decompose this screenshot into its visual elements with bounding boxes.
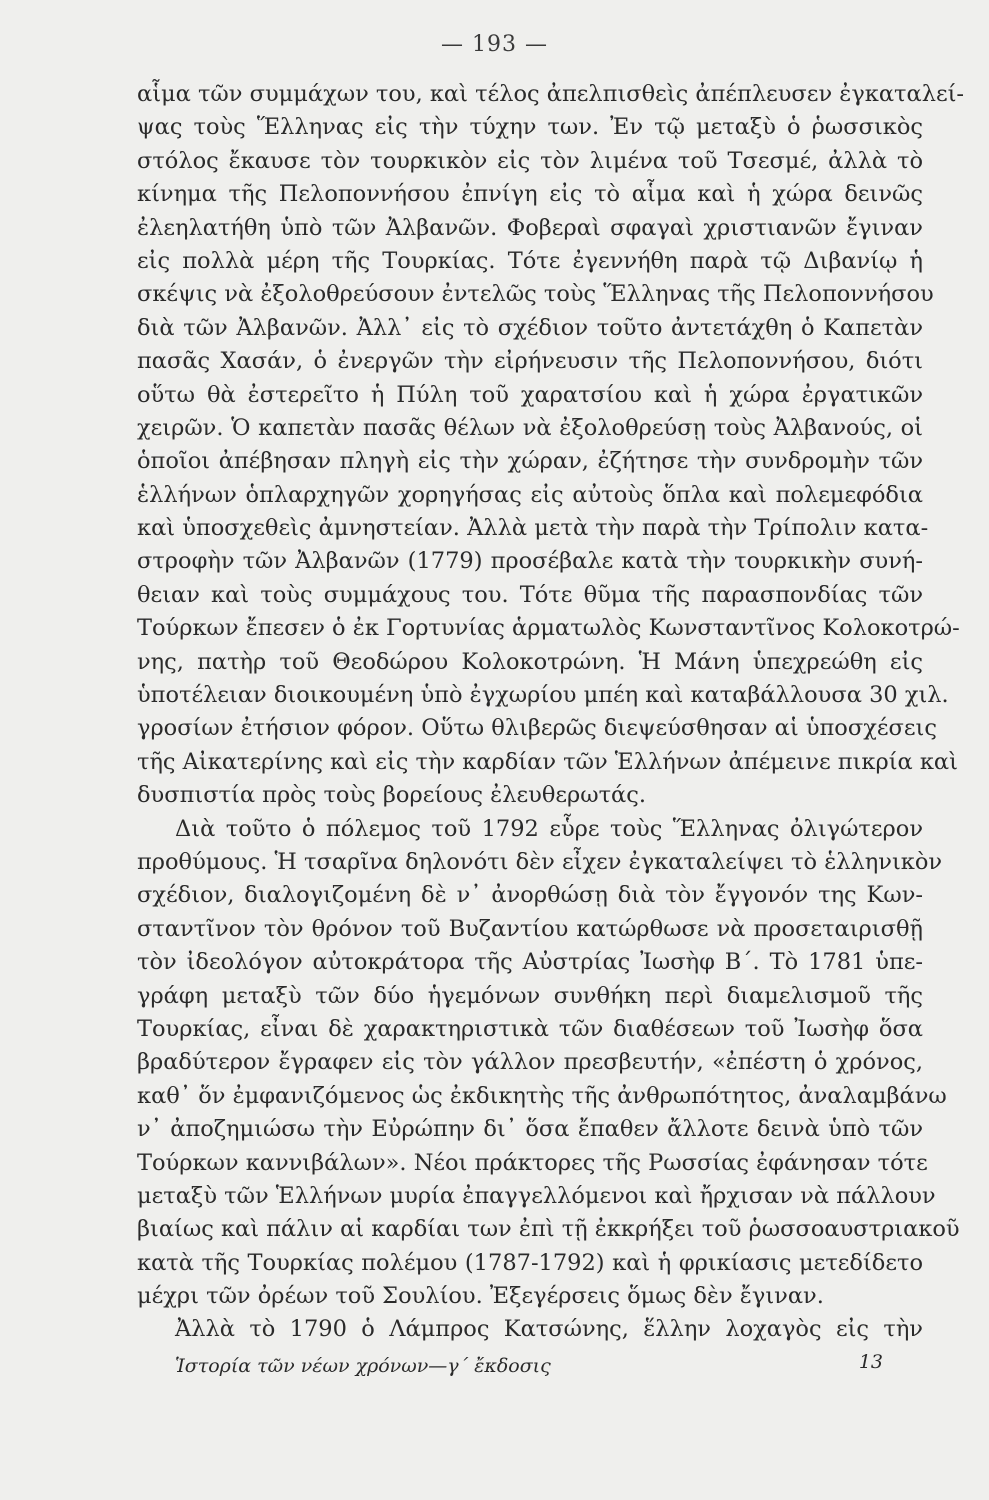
- text-line: Διὰ τοῦτο ὁ πόλεμος τοῦ 1792 εὗρε τοὺς Ἕλληνας ὀλιγώτερον: [175, 815, 923, 842]
- text-line: τὸν ἰδεολόγον αὐτοκράτορα τῆς Αὐστρίας Ἰωσὴφ Β΄. Τὸ 1781 ὑπε-: [137, 949, 923, 976]
- text-line: σκέψις νὰ ἐξολοθρεύσουν ἐντελῶς τοὺς Ἕλληνας τῆς Πελοποννήσου: [137, 281, 934, 308]
- text-line: ἐλεηλατήθη ὑπὸ τῶν Ἀλβανῶν. Φοβεραὶ σφαγαὶ χριστιανῶν ἔγιναν: [137, 214, 923, 241]
- text-line: βραδύτερον ἔγραφεν εἰς τὸν γάλλον πρεσβευτήν, «ἐπέστη ὁ χρόνος,: [137, 1049, 923, 1076]
- text-line: πασᾶς Χασάν, ὁ ἐνεργῶν τὴν εἰρήνευσιν τῆς Πελοποννήσου, διότι: [137, 348, 923, 375]
- text-line: κατὰ τῆς Τουρκίας πολέμου (1787-1792) καὶ ἡ φρικίασις μετεδίδετο: [137, 1249, 923, 1276]
- body-text: [137, 78, 965, 1347]
- text-line: δυσπιστία πρὸς τοὺς βορείους ἐλευθερωτάς.: [137, 782, 646, 809]
- signature-mark: 13: [858, 1351, 883, 1373]
- text-line: ἑλλήνων ὁπλαρχηγῶν χορηγήσας εἰς αὐτοὺς ὅπλα καὶ πολεμεφόδια: [137, 481, 923, 508]
- text-line: οὕτω θὰ ἐστερεῖτο ἡ Πύλη τοῦ χαρατσίου καὶ ἡ χώρα ἐργατικῶν: [137, 381, 923, 408]
- text-line: σχέδιον, διαλογιζομένη δὲ ν᾽ ἀνορθώσῃ διὰ τὸν ἔγγονόν της Κων-: [137, 882, 923, 909]
- text-line: ὑποτέλειαν διοικουμένη ὑπὸ ἐγχωρίου μπέη καὶ καταβάλλουσα 30 χιλ.: [137, 682, 949, 709]
- text-line: γράφη μεταξὺ τῶν δύο ἡγεμόνων συνθήκη περὶ διαμελισμοῦ τῆς: [137, 982, 923, 1009]
- text-line: νης, πατὴρ τοῦ Θεοδώρου Κολοκοτρώνη. Ἡ Μάνη ὑπεχρεώθη εἰς: [137, 648, 923, 675]
- text-line: στόλος ἔκαυσε τὸν τουρκικὸν εἰς τὸν λιμένα τοῦ Τσεσμέ, ἀλλὰ τὸ: [137, 147, 923, 174]
- text-line: βιαίως καὶ πάλιν αἱ καρδίαι των ἐπὶ τῇ ἐκκρήξει τοῦ ῥωσσοαυστριακοῦ: [137, 1216, 960, 1243]
- text-line: διὰ τῶν Ἀλβανῶν. Ἀλλ᾽ εἰς τὸ σχέδιον τοῦτο ἀντετάχθη ὁ Καπετὰν: [137, 314, 923, 341]
- text-line: σταντῖνον τὸν θρόνον τοῦ Βυζαντίου κατώρθωσε νὰ προσεταιρισθῇ: [137, 915, 923, 942]
- text-line: Τουρκίας, εἶναι δὲ χαρακτηριστικὰ τῶν διαθέσεων τοῦ Ἰωσὴφ ὅσα: [137, 1015, 923, 1042]
- page-footer: [137, 1351, 923, 1385]
- text-line: ψας τοὺς Ἕλληνας εἰς τὴν τύχην των. Ἐν τῷ μεταξὺ ὁ ῥωσσικὸς: [137, 114, 923, 141]
- text-line: μεταξὺ τῶν Ἑλλήνων μυρία ἐπαγγελλόμενοι καὶ ἤρχισαν νὰ πάλλουν: [137, 1182, 936, 1209]
- text-line: εἰς πολλὰ μέρη τῆς Τουρκίας. Τότε ἐγεννήθη παρὰ τῷ Διβανίῳ ἡ: [137, 247, 923, 274]
- text-line: Ἀλλὰ τὸ 1790 ὁ Λάμπρος Κατσώνης, ἕλλην λοχαγὸς εἰς τὴν: [175, 1316, 923, 1343]
- text-line: ν᾽ ἀποζημιώσω τὴν Εὐρώπην δι᾽ ὅσα ἔπαθεν ἄλλοτε δεινὰ ὑπὸ τῶν: [137, 1116, 923, 1143]
- text-line: αἷμα τῶν συμμάχων του, καὶ τέλος ἀπελπισθεὶς ἀπέπλευσεν ἐγκαταλεί-: [137, 81, 965, 107]
- page-number: — 193 —: [441, 32, 548, 57]
- text-line: στροφὴν τῶν Ἀλβανῶν (1779) προσέβαλε κατὰ τὴν τουρκικὴν συνή-: [137, 548, 923, 575]
- text-line: τῆς Αἰκατερίνης καὶ εἰς τὴν καρδίαν τῶν Ἑλλήνων ἀπέμεινε πικρία καὶ: [137, 748, 958, 775]
- text-line: ὁποῖοι ἀπέβησαν πληγὴ εἰς τὴν χώραν, ἐζήτησε τὴν συνδρομὴν τῶν: [137, 448, 923, 475]
- text-line: καὶ ὑποσχεθεὶς ἀμνηστείαν. Ἀλλὰ μετὰ τὴν παρὰ τὴν Τρίπολιν κατα-: [137, 515, 929, 542]
- text-line: κίνημα τῆς Πελοποννήσου ἐπνίγη εἰς τὸ αἷμα καὶ ἡ χώρα δεινῶς: [137, 181, 923, 208]
- text-line: Τούρκων καννιβάλων». Νέοι πράκτορες τῆς Ρωσσίας ἐφάνησαν τότε: [137, 1149, 928, 1176]
- text-line: μέχρι τῶν ὀρέων τοῦ Σουλίου. Ἐξεγέρσεις ὅμως δὲν ἔγιναν.: [137, 1283, 824, 1310]
- text-line: καθ᾽ ὅν ἐμφανιζόμενος ὡς ἐκδικητὴς τῆς ἀνθρωπότητος, ἀναλαμβάνω: [137, 1082, 947, 1109]
- text-line: Τούρκων ἔπεσεν ὁ ἐκ Γορτυνίας ἁρματωλὸς Κωνσταντῖνος Κολοκοτρώ-: [137, 615, 960, 642]
- text-line: γροσίων ἐτήσιον φόρον. Οὕτω θλιβερῶς διεψεύσθησαν αἱ ὑποσχέσεις: [137, 715, 937, 742]
- text-line: χειρῶν. Ὁ καπετὰν πασᾶς θέλων νὰ ἐξολοθρεύσῃ τοὺς Ἀλβανούς, οἱ: [137, 414, 923, 441]
- text-line: θειαν καὶ τοὺς συμμάχους του. Τότε θῦμα τῆς παρασπονδίας τῶν: [137, 581, 923, 608]
- text-line: προθύμους. Ἡ τσαρῖνα δηλονότι δὲν εἶχεν ἐγκαταλείψει τὸ ἑλληνικὸν: [137, 848, 943, 875]
- footer-book-title: Ἱστορία τῶν νέων χρόνων—γ΄ ἔκδοσις: [175, 1355, 551, 1377]
